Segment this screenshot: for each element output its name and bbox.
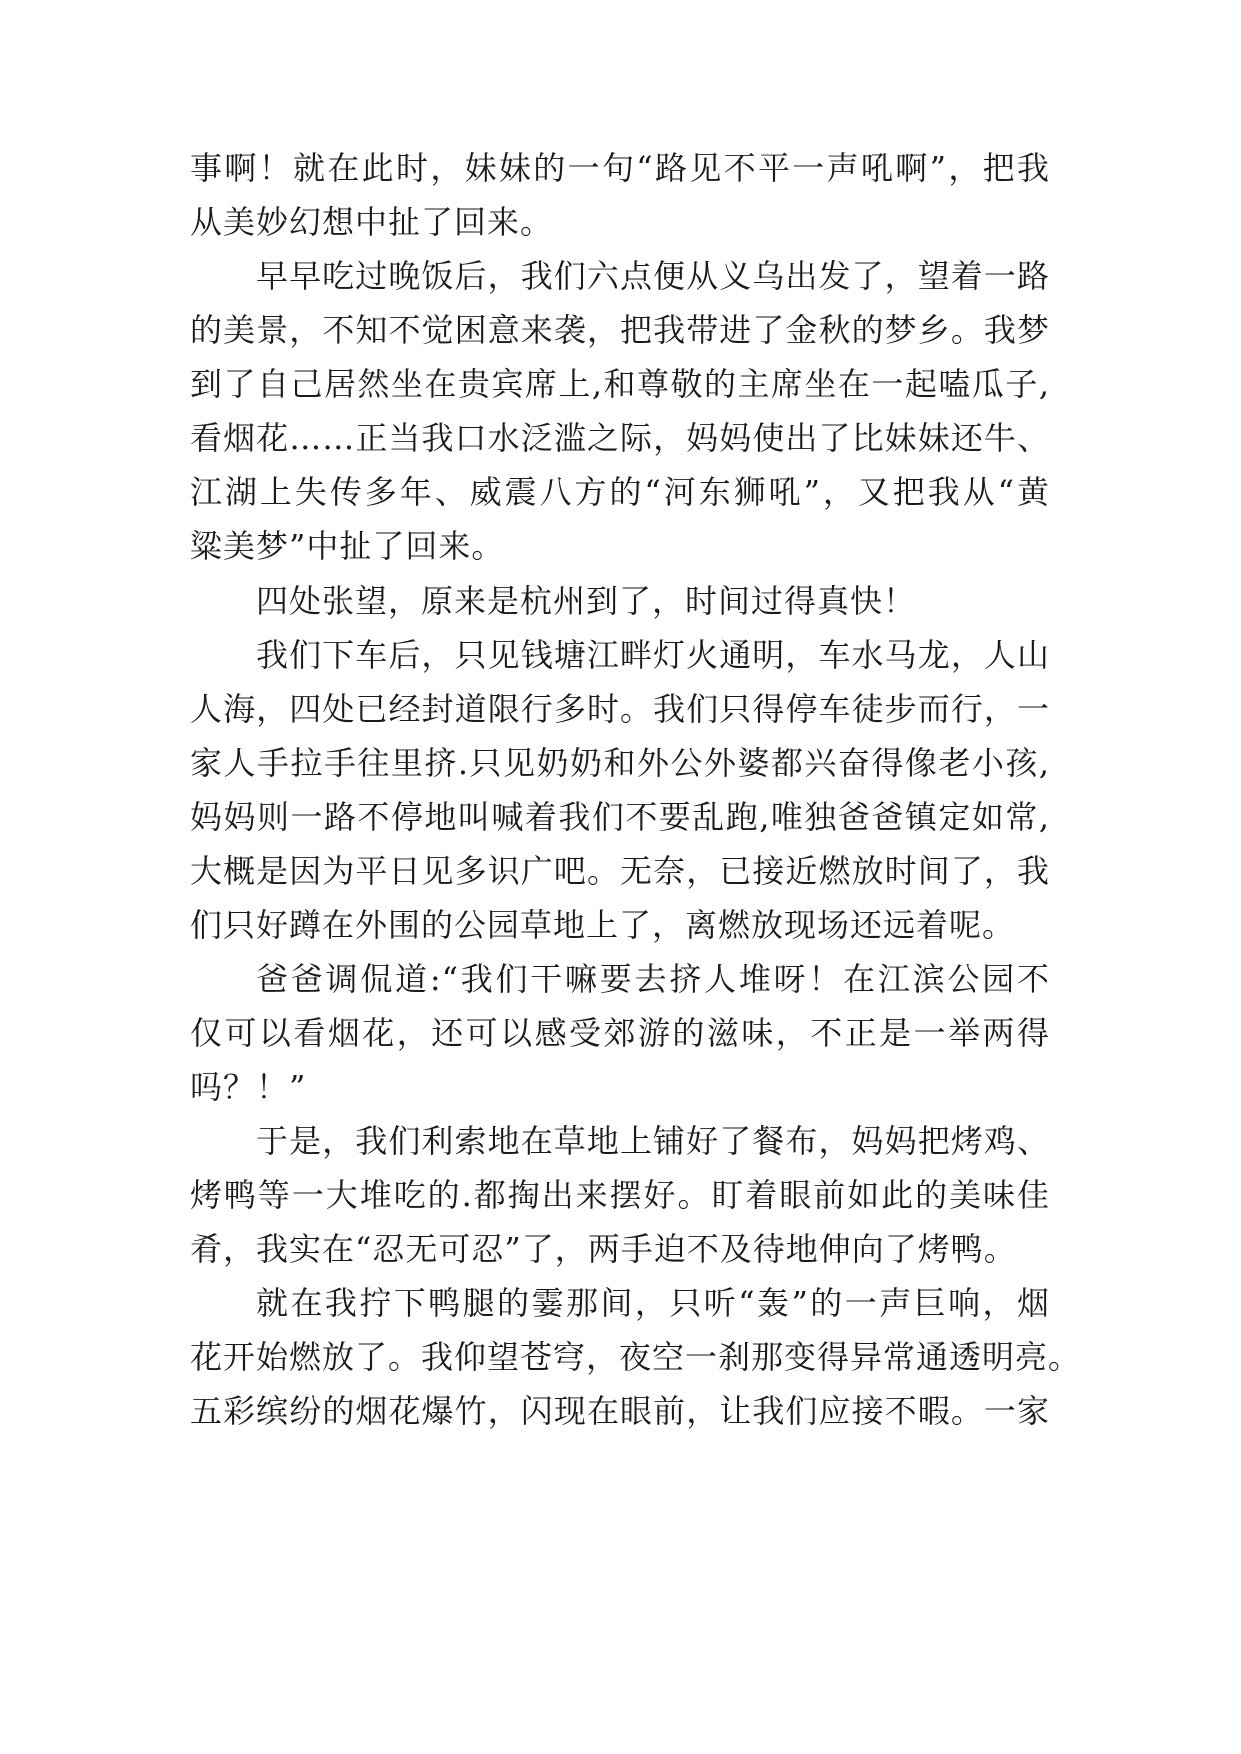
text-line: 爸爸调侃道:“我们干嘛要去挤人堆呀！在江滨公园不 (256, 960, 1050, 998)
text-line: 从美妙幻想中扯了回来。 (190, 203, 554, 241)
text-line: 肴，我实在“忍无可忍”了，两手迫不及待地伸向了烤鸭。 (190, 1230, 1017, 1268)
text-line: 大概是因为平日见多识广吧。无奈，已接近燃放时间了，我 (190, 852, 1050, 890)
text-line: 粱美梦”中扯了回来。 (190, 527, 505, 565)
text-line: 仅可以看烟花，还可以感受郊游的滋味，不正是一举两得 (190, 1014, 1050, 1052)
text-line: 的美景，不知不觉困意来袭，把我带进了金秋的梦乡。我梦 (190, 311, 1050, 349)
text-line: 妈妈则一路不停地叫喊着我们不要乱跑,唯独爸爸镇定如常, (190, 798, 1050, 836)
text-line: 于是，我们利索地在草地上铺好了餐布，妈妈把烤鸡、 (256, 1122, 1050, 1160)
text-line: 我们下车后，只见钱塘江畔灯火通明，车水马龙，人山 (256, 636, 1050, 674)
text-line: 五彩缤纷的烟花爆竹，闪现在眼前，让我们应接不暇。一家 (190, 1392, 1050, 1430)
text-line: 看烟花……正当我口水泛滥之际，妈妈使出了比妹妹还牛、 (190, 419, 1050, 457)
text-line: 人海，四处已经封道限行多时。我们只得停车徒步而行，一 (190, 690, 1050, 728)
text-line: 吗？！” (190, 1068, 307, 1106)
text-line: 江湖上失传多年、威震八方的“河东狮吼”，又把我从“黄 (190, 473, 1050, 511)
text-line: 家人手拉手往里挤.只见奶奶和外公外婆都兴奋得像老小孩, (190, 744, 1050, 782)
text-line: 早早吃过晚饭后，我们六点便从义乌出发了，望着一路 (256, 257, 1050, 295)
text-line: 们只好蹲在外围的公园草地上了，离燃放现场还远着呢。 (190, 906, 1016, 944)
text-line: 花开始燃放了。我仰望苍穹，夜空一刹那变得异常通透明亮。 (190, 1338, 1082, 1376)
text-line: 四处张望，原来是杭州到了，时间过得真快！ (256, 582, 917, 620)
text-line: 烤鸭等一大堆吃的.都掏出来摆好。盯着眼前如此的美味佳 (190, 1176, 1050, 1214)
text-line: 就在我拧下鸭腿的霎那间，只听“轰”的一声巨响，烟 (256, 1284, 1050, 1322)
text-line: 事啊！就在此时，妹妹的一句“路见不平一声吼啊”，把我 (190, 149, 1050, 187)
text-line: 到了自己居然坐在贵宾席上,和尊敬的主席坐在一起嗑瓜子, (190, 365, 1050, 403)
